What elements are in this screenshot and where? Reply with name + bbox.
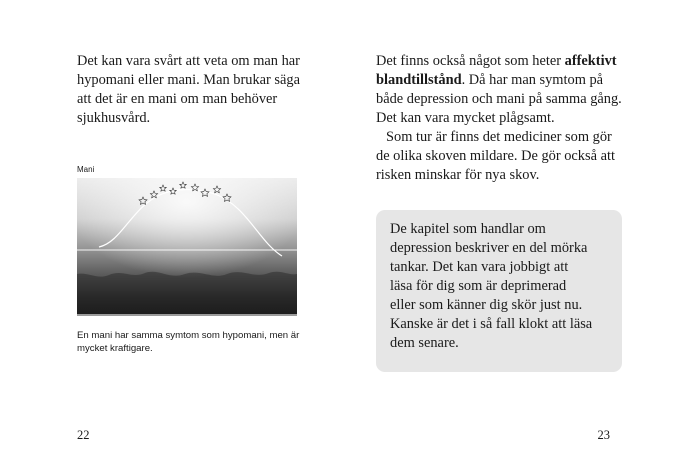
figure-caption: En mani har samma symtom som hypomani, men är mycket kraftigare. xyxy=(77,330,300,354)
right-text-block xyxy=(376,52,626,185)
term-bold: affektivt blandtillstånd xyxy=(376,53,617,88)
figure-label: Mani xyxy=(77,165,95,174)
para1-start: Det finns också något som heter xyxy=(376,53,565,69)
info-box-text: De kapitel som handlar om depression beskriver en del mörka tankar. Det kan vara jobbigt att läsa för dig som är deprimerad eller som känner dig skör just nu. Kanske är det i så fall klokt att läsa dem senare. xyxy=(390,221,593,351)
page-number-right: 23 xyxy=(597,428,610,442)
info-box xyxy=(376,210,622,372)
mania-illustration xyxy=(77,176,297,316)
intro-paragraph: Det kan vara svårt att veta om man har hypomani eller mani. Man brukar säga att det är en mani om man behöver sjukhusvård. xyxy=(77,53,300,126)
medicine-paragraph: Som tur är finns det mediciner som gör de olika skoven mildare. De gör också att risken minskar för nya skov. xyxy=(376,129,615,183)
para1-end: . Då har man symtom på både depression och mani på samma gång. Det kan vara mycket plågsamt. xyxy=(376,72,622,126)
blandtillstand-paragraph xyxy=(376,52,626,128)
page-number-left: 22 xyxy=(77,428,90,442)
right-page xyxy=(338,0,676,474)
